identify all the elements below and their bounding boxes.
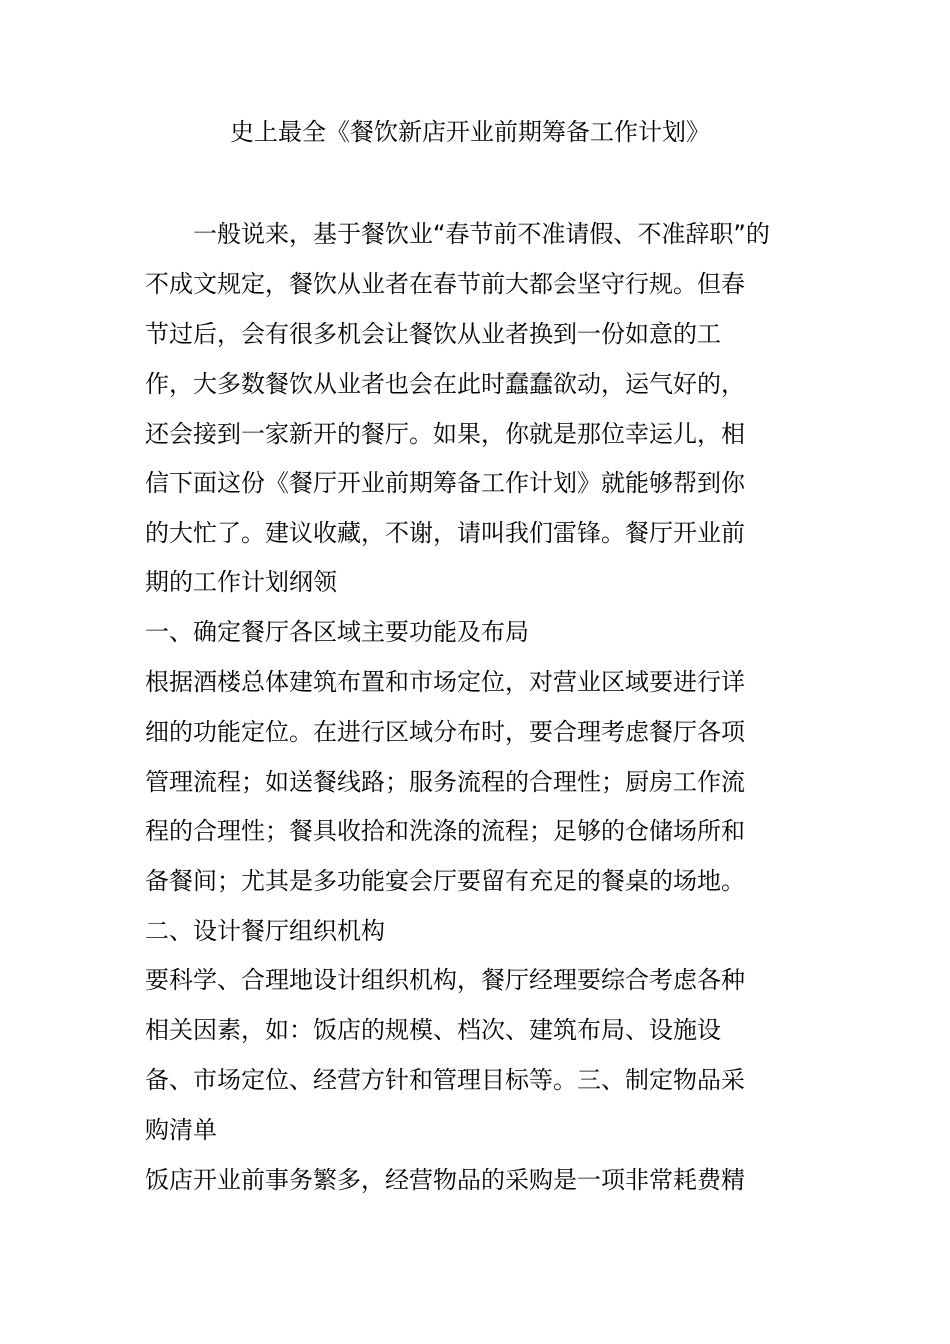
body-line-12: 管理流程；如送餐线路；服务流程的合理性；厨房工作流 — [145, 768, 745, 796]
body-line-6: 信下面这份《餐厅开业前期筹备工作计划》就能够帮到你 — [145, 469, 745, 497]
body-line-17: 相关因素，如：饭店的规模、档次、建筑布局、设施设 — [145, 1016, 721, 1044]
body-line-16: 要科学、合理地设计组织机构，餐厅经理要综合考虑各种 — [145, 966, 745, 994]
document-title: 史上最全《餐饮新店开业前期筹备工作计划》 — [230, 118, 710, 146]
body-line-14: 备餐间；尤其是多功能宴会厅要留有充足的餐桌的场地。 — [145, 867, 745, 895]
body-line-20: 饭店开业前事务繁多，经营物品的采购是一项非常耗费精 — [145, 1166, 745, 1194]
body-line-2: 不成文规定，餐饮从业者在春节前大都会坚守行规。但春 — [145, 270, 745, 298]
body-line-10: 根据酒楼总体建筑布置和市场定位，对营业区域要进行详 — [145, 668, 745, 696]
body-line-3: 节过后，会有很多机会让餐饮从业者换到一份如意的工 — [145, 320, 721, 348]
section-heading-2: 二、设计餐厅组织机构 — [145, 917, 385, 945]
body-line-4: 作，大多数餐饮从业者也会在此时蠢蠢欲动，运气好的， — [145, 370, 745, 398]
body-line-19: 购清单 — [145, 1116, 217, 1144]
body-line-7: 的大忙了。建议收藏，不谢，请叫我们雷锋。餐厅开业前 — [145, 519, 745, 547]
section-heading-1: 一、确定餐厅各区域主要功能及布局 — [145, 618, 529, 646]
body-line-13: 程的合理性；餐具收拾和洗涤的流程；足够的仓储场所和 — [145, 817, 745, 845]
body-line-5: 还会接到一家新开的餐厅。如果，你就是那位幸运儿，相 — [145, 420, 745, 448]
body-line-8: 期的工作计划纲领 — [145, 568, 337, 596]
body-line-1: 一般说来，基于餐饮业“春节前不准请假、不准辞职”的 — [145, 220, 770, 248]
body-line-18: 备、市场定位、经营方针和管理目标等。三、制定物品采 — [145, 1066, 745, 1094]
body-line-11: 细的功能定位。在进行区域分布时，要合理考虑餐厅各项 — [145, 718, 745, 746]
